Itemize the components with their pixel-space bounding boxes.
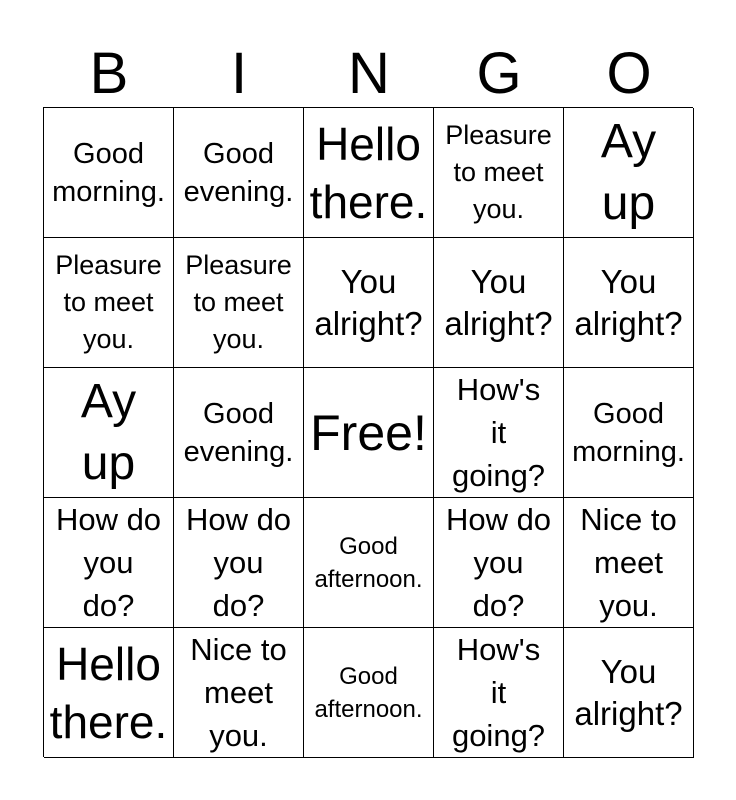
bingo-cell-r2-c1[interactable]: Pleasure to meet you. [44,238,174,368]
bingo-cell-r3-c1[interactable]: Ay up [44,368,174,498]
bingo-cell-r5-c3[interactable]: Good afternoon. [304,628,434,758]
bingo-cell-free[interactable]: Free! [304,368,434,498]
header-letter-i: I [230,41,248,106]
bingo-cell-r4-c4[interactable]: How do you do? [434,498,564,628]
bingo-cell-r5-c4[interactable]: How's it going? [434,628,564,758]
header-letter-b: B [89,41,129,106]
bingo-cell-r1-c1[interactable]: Good morning. [44,108,174,238]
bingo-board [43,107,693,757]
bingo-cell-r3-c5[interactable]: Good morning. [564,368,694,498]
bingo-cell-r5-c2[interactable]: Nice to meet you. [174,628,304,758]
bingo-cell-r4-c3[interactable]: Good afternoon. [304,498,434,628]
bingo-cell-r4-c5[interactable]: Nice to meet you. [564,498,694,628]
bingo-cell-r1-c2[interactable]: Good evening. [174,108,304,238]
bingo-cell-r2-c2[interactable]: Pleasure to meet you. [174,238,304,368]
bingo-header [44,42,694,106]
bingo-cell-r2-c4[interactable]: You alright? [434,238,564,368]
bingo-cell-r2-c3[interactable]: You alright? [304,238,434,368]
bingo-cell-r3-c2[interactable]: Good evening. [174,368,304,498]
bingo-cell-r1-c5[interactable]: Ay up [564,108,694,238]
bingo-cell-r3-c4[interactable]: How's it going? [434,368,564,498]
bingo-cell-r5-c5[interactable]: You alright? [564,628,694,758]
bingo-cell-r5-c1[interactable]: Hello there. [44,628,174,758]
bingo-cell-r2-c5[interactable]: You alright? [564,238,694,368]
bingo-cell-r4-c1[interactable]: How do you do? [44,498,174,628]
bingo-cell-r1-c3[interactable]: Hello there. [304,108,434,238]
header-letter-n: N [348,41,390,106]
header-letter-g: G [476,41,522,106]
bingo-cell-r1-c4[interactable]: Pleasure to meet you. [434,108,564,238]
header-letter-o: O [606,41,652,106]
bingo-cell-r4-c2[interactable]: How do you do? [174,498,304,628]
